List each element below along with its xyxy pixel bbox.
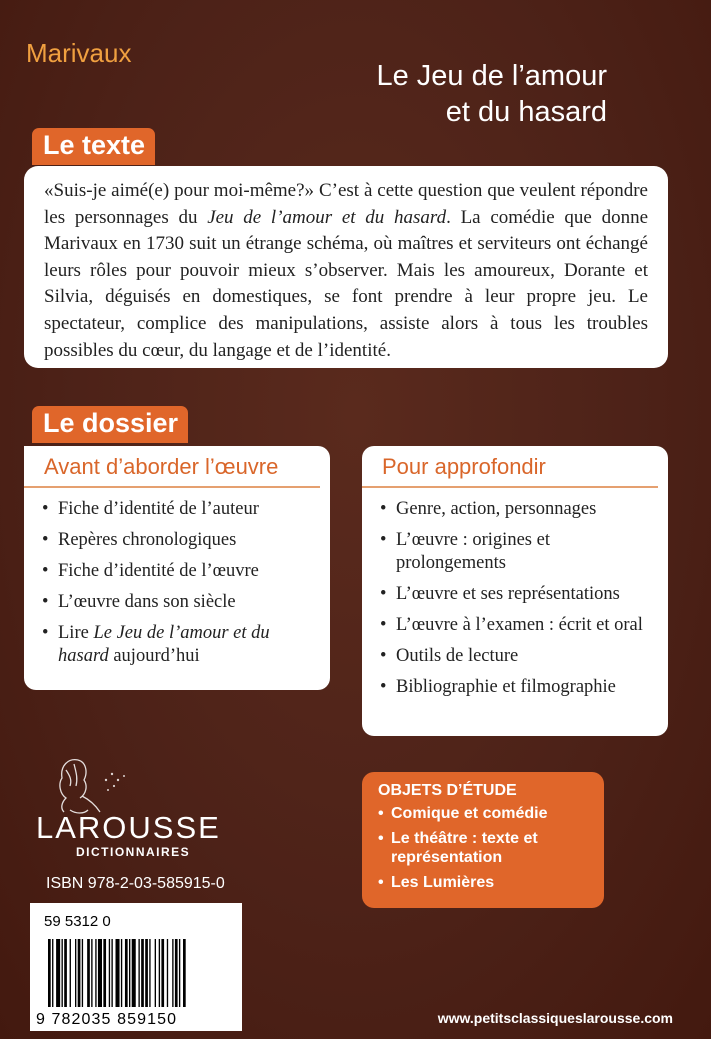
list-item — [380, 676, 654, 699]
summary-text-part2: . La comédie que donne Marivaux en 1730 suit un étrange schéma, où maîtres et serviteurs ont échangé leurs rôles pour pouvoir mieux s’observer. Mais les amoureux, Dorante et Silvia, déguisés en domestiques, se font prendre à leur propre jeu. Le spectateur, complice des manipulations, assiste alors à tous les troubles possibles du cœur, du langage et de l’identité. — [44, 206, 648, 361]
barcode-bar — [98, 939, 102, 1007]
barcode-bar — [103, 939, 106, 1007]
barcode-bar — [121, 939, 122, 1007]
list-item — [378, 873, 604, 892]
summary-text-italic-title: Jeu de l’amour et du hasard — [207, 206, 447, 228]
bullet-icon: • — [42, 499, 49, 519]
list-item-label: Le théâtre : texte et représentation — [391, 830, 538, 866]
barcode-bar — [161, 939, 164, 1007]
publisher-logo-text: LAROUSSE — [36, 810, 221, 845]
list-item-label: Fiche d’identité de l’œuvre — [58, 561, 259, 581]
list-item-label: Bibliographie et filmographie — [396, 677, 616, 697]
bullet-icon: • — [378, 830, 384, 847]
barcode-bar — [109, 939, 110, 1007]
barcode-bar — [82, 939, 83, 1007]
book-title-line1: Le Jeu de l’amour — [376, 60, 607, 92]
bullet-icon: • — [42, 561, 49, 581]
barcode-bar — [125, 939, 128, 1007]
list-item — [380, 645, 654, 668]
before-reading-heading: Avant d’aborder l’œuvre — [24, 446, 320, 488]
list-item — [42, 529, 316, 552]
barcode-bar — [167, 939, 168, 1007]
go-further-list — [362, 488, 668, 699]
barcode-bar — [155, 939, 156, 1007]
barcode-bar — [87, 939, 90, 1007]
study-objects-box — [362, 772, 604, 908]
bullet-icon: • — [380, 499, 387, 519]
list-item-label: L’œuvre à l’examen : écrit et oral — [396, 615, 643, 635]
barcode-bar — [132, 939, 136, 1007]
before-reading-list — [24, 488, 330, 668]
list-item-label: L’œuvre dans son siècle — [58, 592, 236, 612]
list-item — [42, 591, 316, 614]
go-further-heading: Pour approfondir — [362, 446, 658, 488]
list-item-prefix: Lire — [58, 623, 94, 643]
list-item-label: L’œuvre : origines et prolongements — [396, 530, 550, 573]
barcode-bar — [62, 939, 63, 1007]
author-name: Marivaux — [26, 38, 132, 68]
study-objects-list — [378, 804, 604, 892]
book-title — [287, 58, 607, 130]
barcode-bar — [56, 939, 60, 1007]
isbn-number: ISBN 978-2-03-585915-0 — [46, 875, 225, 892]
bullet-icon: • — [378, 805, 384, 822]
barcode-bar — [95, 939, 96, 1007]
bullet-icon: • — [42, 592, 49, 612]
barcode-bar — [91, 939, 92, 1007]
dossier-section-tab: Le dossier — [32, 406, 188, 443]
list-item — [42, 560, 316, 583]
publisher-logo-subtitle: DICTIONNAIRES — [76, 845, 191, 859]
barcode-bar — [75, 939, 76, 1007]
study-objects-heading: OBJETS D’ÉTUDE — [378, 782, 517, 799]
barcode-bar — [70, 939, 71, 1007]
barcode-bar — [48, 939, 51, 1007]
text-section-tab: Le texte — [32, 128, 155, 165]
list-item — [42, 498, 316, 521]
list-item-italic-title: Le Jeu de l’amour et du hasard — [58, 623, 270, 666]
barcode-box — [30, 903, 242, 1031]
list-item-label: Outils de lecture — [396, 646, 519, 666]
bullet-icon: • — [380, 677, 387, 697]
barcode-bar — [179, 939, 180, 1007]
barcode-bar — [129, 939, 130, 1007]
list-item — [380, 529, 654, 575]
list-item-label: Les Lumières — [391, 874, 495, 891]
list-item-label: Fiche d’identité de l’auteur — [58, 499, 259, 519]
summary-text-box — [24, 166, 668, 368]
list-item-label: L’œuvre et ses représentations — [396, 584, 620, 604]
bullet-icon: • — [380, 584, 387, 604]
list-item-label: Comique et comédie — [391, 805, 548, 822]
bullet-icon: • — [380, 530, 387, 550]
barcode-bar — [116, 939, 120, 1007]
barcode-bar — [64, 939, 67, 1007]
list-item — [378, 829, 604, 867]
barcode-bar — [78, 939, 81, 1007]
book-title-line2: et du hasard — [445, 96, 607, 128]
inventory-code: 59 5312 0 — [44, 913, 111, 930]
barcode-bar — [159, 939, 160, 1007]
barcode-bar — [52, 939, 53, 1007]
barcode-bar — [138, 939, 139, 1007]
barcode-bar — [172, 939, 173, 1007]
barcode-bar — [111, 939, 112, 1007]
barcode-bar — [183, 939, 186, 1007]
list-item — [380, 583, 654, 606]
list-item — [378, 804, 604, 823]
barcode-bar — [175, 939, 178, 1007]
summary-text-part1: «Suis-je aimé(e) pour moi-même?» C’est à cette question que veulent répondre les personnages du — [44, 180, 648, 228]
barcode-icon — [44, 939, 228, 1009]
bullet-icon: • — [42, 623, 49, 643]
bullet-icon: • — [380, 646, 387, 666]
list-item — [380, 498, 654, 521]
before-reading-box — [24, 446, 330, 690]
bullet-icon: • — [378, 874, 384, 891]
list-item-suffix: aujourd’hui — [108, 646, 200, 666]
barcode-bar — [145, 939, 148, 1007]
barcode-bar — [149, 939, 150, 1007]
bullet-icon: • — [380, 615, 387, 635]
go-further-box — [362, 446, 668, 736]
list-item-label: Repères chronologiques — [58, 530, 237, 550]
bullet-icon: • — [42, 530, 49, 550]
list-item — [380, 614, 654, 637]
list-item-label: Genre, action, personnages — [396, 499, 597, 519]
barcode-number: 9 782035 859150 — [36, 1011, 178, 1028]
website-url: www.petitsclassiqueslarousse.com — [437, 1010, 673, 1026]
barcode-bar — [141, 939, 144, 1007]
list-item — [42, 622, 316, 668]
